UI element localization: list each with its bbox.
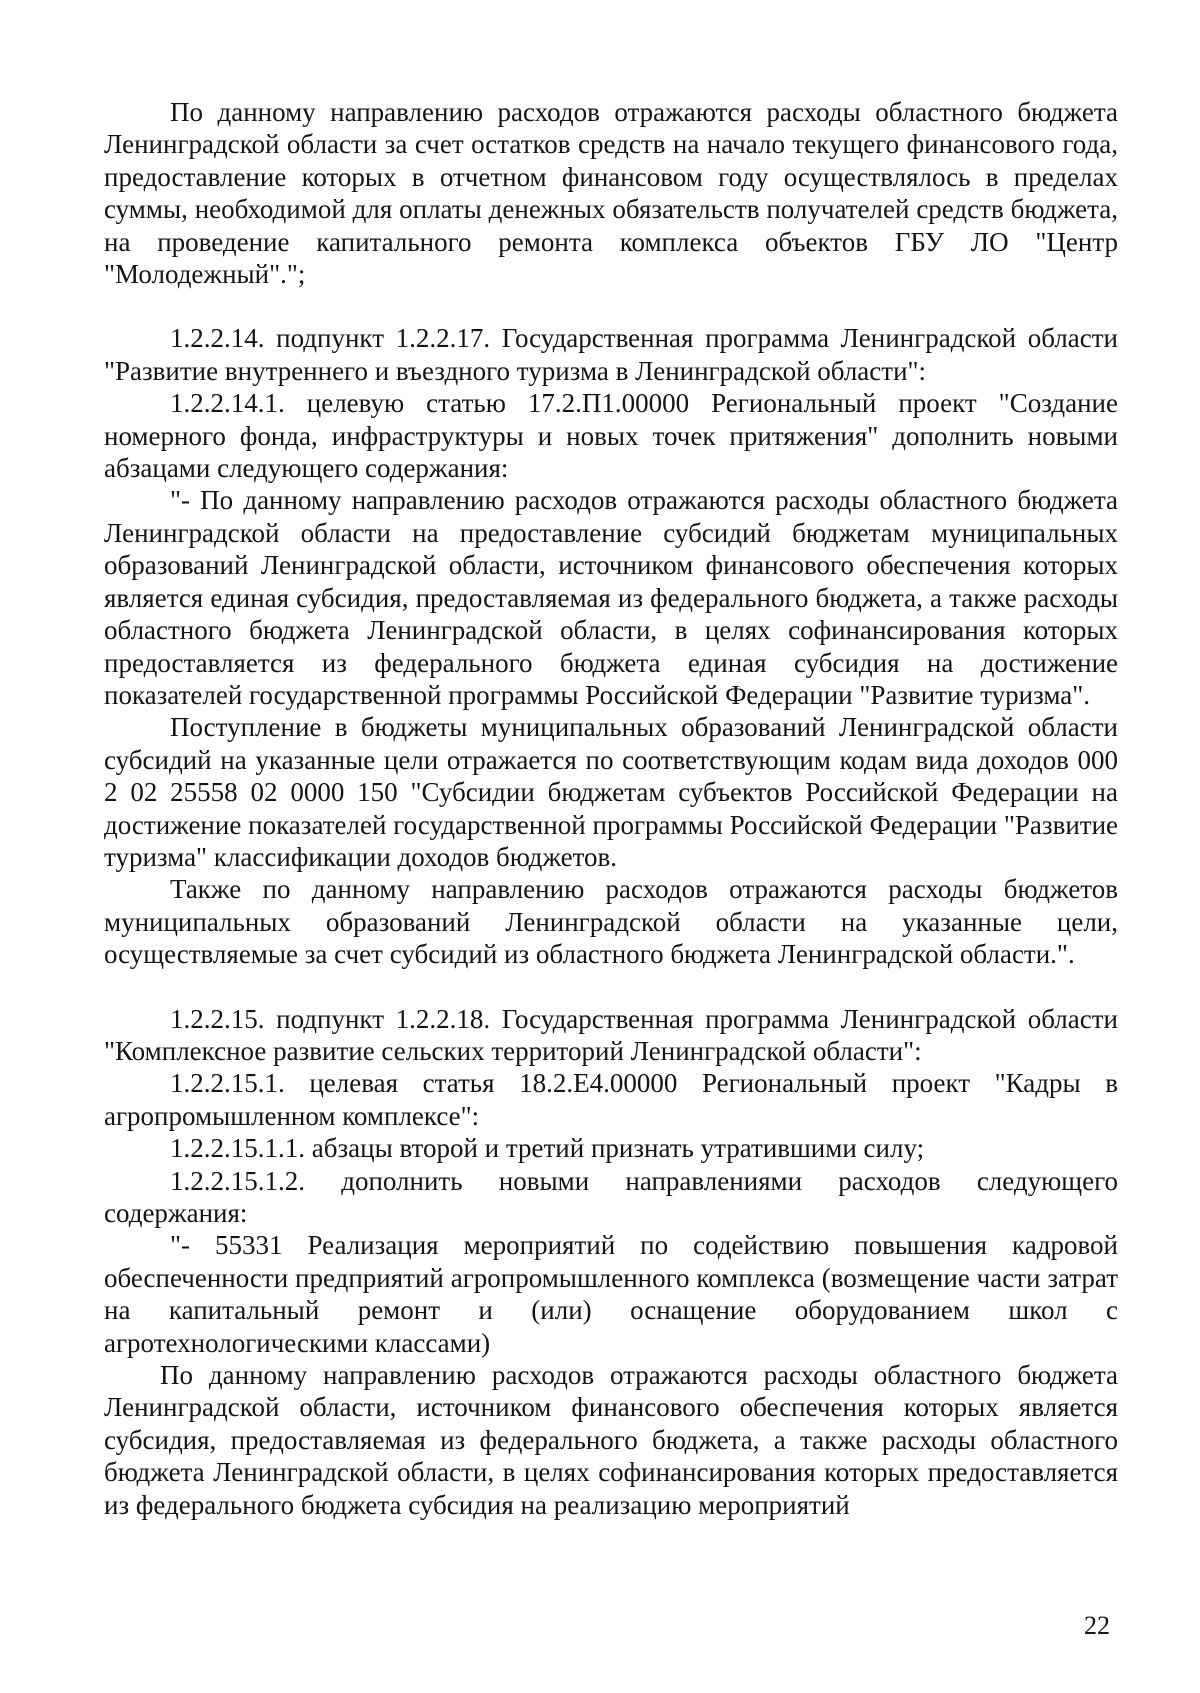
paragraph-subitem-1-2-2-15-1: 1.2.2.15.1. целевая статья 18.2.Е4.00000 Региональный проект "Кадры в агропромышленном комплексе":: [104, 1068, 1118, 1131]
paragraph-expense-code-55331: "- 55331 Реализация мероприятий по содействию повышения кадровой обеспеченности предприятий агропромышленного комплекса (возмещение части затрат на капитальный ремонт и (или) оснащение оборудованием школ с агротехнологическими классами): [104, 1230, 1118, 1358]
paragraph-ref-budget-remaining-funds: По данному направлению расходов отражаются расходы областного бюджета Ленинградской области за счет остатков средств на начало текущего финансового года, предоставление которых в отчетном финансовом году осуществлялось в пределах суммы, необходимой для оплаты денежных обязательств получателей средств бюджета, на проведение капитального ремонта комплекса объектов ГБУ ЛО "Центр "Молодежный".";: [104, 97, 1118, 290]
paragraph-gap: [104, 290, 1118, 322]
paragraph-subitem-1-2-2-15: 1.2.2.15. подпункт 1.2.2.18. Государственная программа Ленинградской области "Комплексное развитие сельских территорий Ленинградской области":: [104, 1003, 1118, 1066]
paragraph-municipal-expenses: Также по данному направлению расходов отражаются расходы бюджетов муниципальных образований Ленинградской области на указанные цели, осуществляемые за счет субсидий из областного бюджета Ленинградской области.".: [104, 874, 1118, 970]
paragraph-tourism-subsidies: "- По данному направлению расходов отражаются расходы областного бюджета Ленинградской области на предоставление субсидий бюджетам муниципальных образований Ленинградской области, источником финансового обеспечения которых является единая субсидия, предоставляемая из федерального бюджета, а также расходы областного бюджета Ленинградской области, в целях софинансирования которых предоставляется из федерального бюджета единая субсидия на достижение показателей государственной программы Российской Федерации "Развитие туризма".: [104, 485, 1118, 710]
document-body: [104, 96, 1118, 1521]
paragraph-gap: [104, 971, 1118, 1003]
paragraph-subitem-1-2-2-14-1: 1.2.2.14.1. целевую статью 17.2.П1.00000 Региональный проект "Создание номерного фонда, инфраструктуры и новых точек притяжения" дополнить новыми абзацами следующего содержания:: [104, 388, 1118, 484]
paragraph-subitem-1-2-2-15-1-1: 1.2.2.15.1.1. абзацы второй и третий признать утратившими силу;: [170, 1133, 925, 1164]
paragraph-federal-subsidy: По данному направлению расходов отражаются расходы областного бюджета Ленинградской области, источником финансового обеспечения которых является субсидия, предоставляемая из федерального бюджета, а также расходы областного бюджета Ленинградской области, в целях софинансирования которых предоставляется из федерального бюджета субсидия на реализацию мероприятий: [104, 1360, 1118, 1520]
paragraph-subitem-1-2-2-14: 1.2.2.14. подпункт 1.2.2.17. Государственная программа Ленинградской области "Развитие внутреннего и въездного туризма в Ленинградской области":: [104, 323, 1118, 386]
paragraph-municipal-income: Поступление в бюджеты муниципальных образований Ленинградской области субсидий на указанные цели отражается по соответствующим кодам вида доходов 000 2 02 25558 02 0000 150 "Субсидии бюджетам субъектов Российской Федерации на достижение показателей государственной программы Российской Федерации "Развитие туризма" классификации доходов бюджетов.: [104, 712, 1118, 872]
page-number: 22: [1084, 1611, 1110, 1640]
paragraph-subitem-1-2-2-15-1-2: 1.2.2.15.1.2. дополнить новыми направлениями расходов следующего содержания:: [104, 1165, 1118, 1228]
